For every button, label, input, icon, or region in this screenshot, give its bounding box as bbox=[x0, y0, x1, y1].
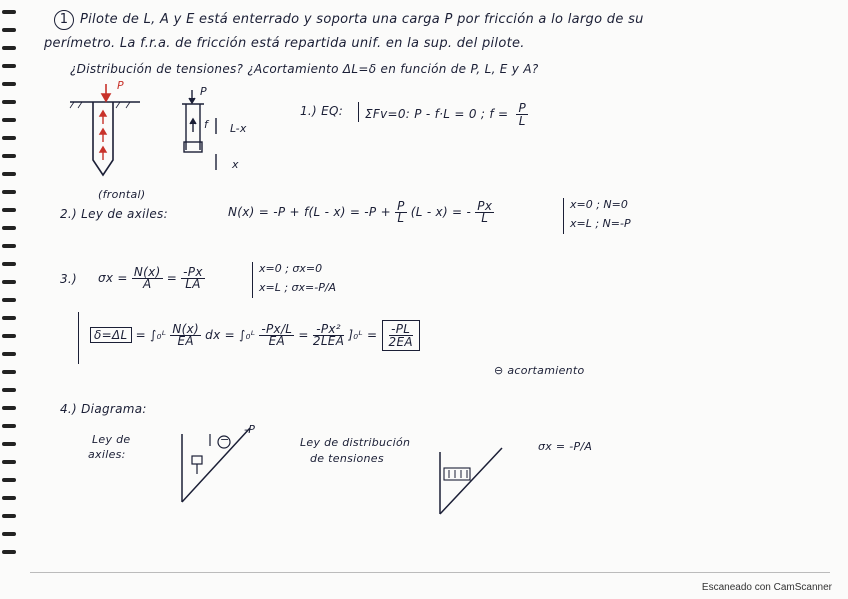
label-x: x bbox=[232, 158, 239, 171]
ley-tens-2: de tensiones bbox=[310, 452, 384, 465]
step3-case-2: x=L ; σx=-P/A bbox=[259, 281, 337, 294]
ground-hatch bbox=[70, 102, 130, 108]
ley-axil-1: Ley de bbox=[92, 433, 131, 446]
axial-minus-sign: − bbox=[220, 433, 230, 446]
step3-stress: σx = $\frac{N(x)}{A}$ = $\frac{-Px}{LA}$ bbox=[98, 265, 203, 291]
step1-frac-num: P bbox=[518, 101, 527, 115]
step2-equation: N(x) = -P + f(L - x) = -P + $\frac{P}{L}$ (L - x) = - $\frac{Px}{L}$ bbox=[228, 199, 493, 225]
friction-arrows bbox=[100, 111, 106, 160]
step1-label: 1.) EQ: bbox=[300, 104, 344, 118]
statement-line-1: Pilote de L, A y E está enterrado y soporta una carga P por fricción a lo largo de su bbox=[80, 12, 644, 27]
step2-label: 2.) Ley de axiles: bbox=[60, 207, 168, 221]
step4-label: 4.) Diagrama: bbox=[60, 402, 147, 416]
pile-sketch bbox=[60, 80, 260, 210]
label-f: f bbox=[204, 118, 209, 131]
problem-number: 1 bbox=[54, 10, 74, 30]
step3-case-1: x=0 ; σx=0 bbox=[259, 262, 323, 275]
load-arrow-red bbox=[102, 84, 110, 101]
step3-cases bbox=[252, 262, 336, 298]
stress-diagram bbox=[430, 440, 510, 520]
ley-axil-2: axiles: bbox=[88, 448, 126, 461]
axial-P-end: -P bbox=[244, 423, 256, 436]
step3-bracket bbox=[78, 312, 83, 364]
label-P-black: P bbox=[200, 85, 207, 98]
step2-cases bbox=[563, 198, 631, 234]
question-line: ¿Distribución de tensiones? ¿Acortamiento ΔL=δ en función de P, L, E y A? bbox=[70, 62, 539, 76]
spiral-binding bbox=[0, 0, 22, 575]
label-L-x: L-x bbox=[230, 122, 247, 135]
step2-case-2: x=L ; N=-P bbox=[570, 217, 631, 230]
result-box: $\frac{-PL}{2EA}$ bbox=[382, 320, 420, 351]
label-frontal: (frontal) bbox=[98, 188, 146, 201]
step3-label: 3.) bbox=[60, 272, 78, 286]
step2-case-1: x=0 ; N=0 bbox=[570, 198, 628, 211]
page-bottom-rule bbox=[30, 572, 830, 573]
scanner-watermark: Escaneado con CamScanner bbox=[701, 582, 832, 593]
step1-frac-den: L bbox=[518, 114, 526, 128]
step1-equation: ΣFv=0: P - f·L = 0 ; f = $\frac{P}{L}$ bbox=[358, 102, 528, 122]
step3-integral: δ=ΔL = ∫₀ᴸ $\frac{N(x)}{EA}$ dx = ∫₀ᴸ $\frac{-Px/L}{EA}$ = -Px² 2LEA ]₀ᴸ = $\frac{-PL}{2EA}$ bbox=[90, 320, 420, 351]
stress-end-value: σx = -P/A bbox=[538, 440, 593, 453]
statement-line-2: perímetro. La f.r.a. de fricción está repartida unif. en la sup. del pilote. bbox=[44, 36, 525, 51]
free-body-sketch bbox=[182, 90, 216, 170]
step3-note: ⊖ acortamiento bbox=[494, 364, 585, 377]
ley-tens-1: Ley de distribución bbox=[300, 436, 411, 449]
label-P-red: P bbox=[117, 79, 124, 92]
delta-box: δ=ΔL bbox=[90, 327, 132, 343]
